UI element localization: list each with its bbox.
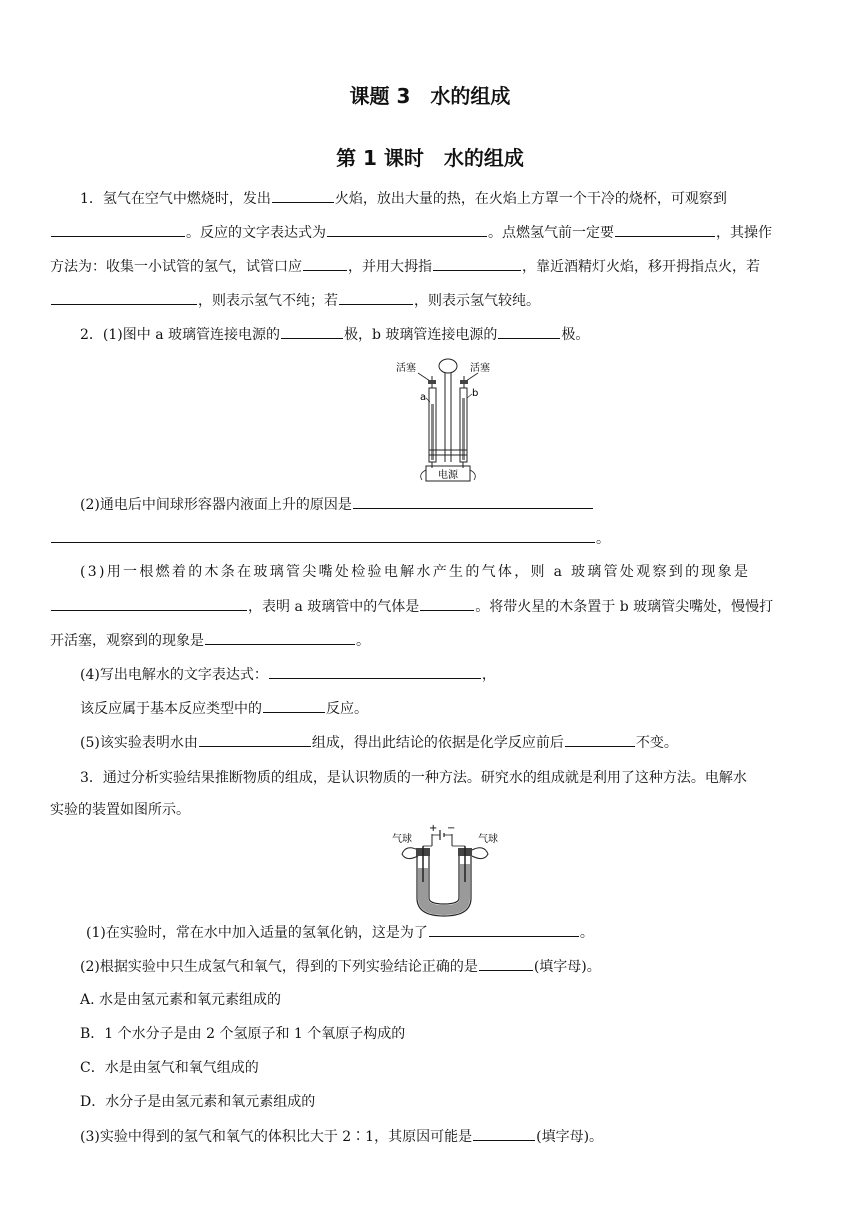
answer-blank[interactable]	[498, 324, 560, 339]
q3-option-d: D．水分子是由氢元素和氧元素组成的	[80, 1094, 316, 1110]
hoffman-apparatus-figure	[390, 354, 510, 482]
q2-part3-line1: (3)用一根燃着的木条在玻璃管尖嘴处检验电解水产生的气体，则 a 玻璃管处观察到的现象是	[80, 564, 751, 580]
valve-right-label: 活塞	[470, 363, 490, 374]
q3-option-c: C．水是由氢气和氧气组成的	[80, 1060, 259, 1076]
q3-part1: (1)在实验时，常在水中加入适量的氢氧化钠，这是为了 。	[86, 922, 594, 943]
q3-intro-line1: 3．通过分析实验结果推断物质的组成，是认识物质的一种方法。研究水的组成就是利用了这种方法。电解水	[80, 770, 747, 786]
balloon-right-label: 气球	[478, 834, 498, 845]
q2-part1: 2．(1)图中 a 玻璃管连接电源的 极，b 玻璃管连接电源的 极。	[80, 324, 589, 345]
u-tube-electrolysis-figure	[392, 822, 510, 918]
q3-intro-line2: 实验的装置如图所示。	[50, 802, 190, 818]
q2-part3-line3: 开活塞，观察到的现象是 。	[50, 630, 370, 651]
answer-blank[interactable]	[339, 290, 413, 305]
answer-blank[interactable]	[473, 1126, 535, 1141]
tube-a-label: a	[420, 392, 427, 403]
q2-part3-line2: ，表明 a 玻璃管中的气体是 。将带火星的木条置于 b 玻璃管尖嘴处，慢慢打	[50, 596, 773, 617]
q1-line1: 1．氢气在空气中燃烧时，发出 火焰，放出大量的热，在火焰上方罩一个干冷的烧杯，可观察到	[80, 188, 727, 209]
answer-blank[interactable]	[429, 922, 579, 937]
answer-blank[interactable]	[263, 698, 325, 713]
answer-blank[interactable]	[433, 256, 521, 271]
answer-blank[interactable]	[420, 596, 474, 611]
tube-b-label: b	[472, 388, 479, 399]
answer-blank[interactable]	[51, 290, 197, 305]
answer-blank[interactable]	[272, 188, 334, 203]
answer-blank[interactable]	[51, 222, 185, 237]
answer-blank[interactable]	[51, 528, 595, 543]
answer-blank[interactable]	[479, 956, 533, 971]
q2-part4-line1: (4)写出电解水的文字表达式： ，	[80, 664, 496, 685]
answer-blank[interactable]	[353, 494, 593, 509]
q2-part2-line2: 。	[50, 528, 610, 549]
q2-part2-line1: (2)通电后中间球形容器内液面上升的原因是	[80, 494, 594, 515]
power-supply-label: 电源	[438, 470, 458, 481]
answer-blank[interactable]	[205, 630, 355, 645]
q1-line4: ，则表示氢气不纯；若 ，则表示氢气较纯。	[50, 290, 540, 311]
q1-line3: 方法为：收集一小试管的氢气，试管口应 ，并用大拇指 ，靠近酒精灯火焰，移开拇指点火，若	[50, 256, 760, 277]
answer-blank[interactable]	[269, 664, 481, 679]
q3-part3: (3)实验中得到的氢气和氧气的体积比大于 2∶1，其原因可能是 (填字母)。	[80, 1126, 603, 1147]
answer-blank[interactable]	[281, 324, 343, 339]
answer-blank[interactable]	[327, 222, 487, 237]
q3-option-b: B．1 个水分子是由 2 个氢原子和 1 个氧原子构成的	[80, 1026, 406, 1042]
lesson-title: 课题 3 水的组成	[349, 84, 511, 108]
plus-sign: +	[429, 823, 438, 834]
q2-part5: (5)该实验表明水由 组成，得出此结论的依据是化学反应前后 不变。	[80, 732, 678, 753]
minus-sign: −	[447, 823, 456, 834]
q3-part2: (2)根据实验中只生成氢气和氧气，得到的下列实验结论正确的是 (填字母)。	[80, 956, 601, 977]
q3-option-a: A. 水是由氢元素和氧元素组成的	[80, 992, 282, 1008]
answer-blank[interactable]	[565, 732, 635, 747]
q1-line2: 。反应的文字表达式为 。点燃氢气前一定要 ，其操作	[50, 222, 772, 243]
answer-blank[interactable]	[303, 256, 347, 271]
q2-part4-line2: 该反应属于基本反应类型中的 反应。	[80, 698, 368, 719]
valve-left-label: 活塞	[396, 363, 416, 374]
balloon-left-label: 气球	[392, 834, 412, 845]
answer-blank[interactable]	[615, 222, 715, 237]
answer-blank[interactable]	[51, 596, 247, 611]
answer-blank[interactable]	[199, 732, 311, 747]
period-title: 第 1 课时 水的组成	[336, 146, 524, 170]
